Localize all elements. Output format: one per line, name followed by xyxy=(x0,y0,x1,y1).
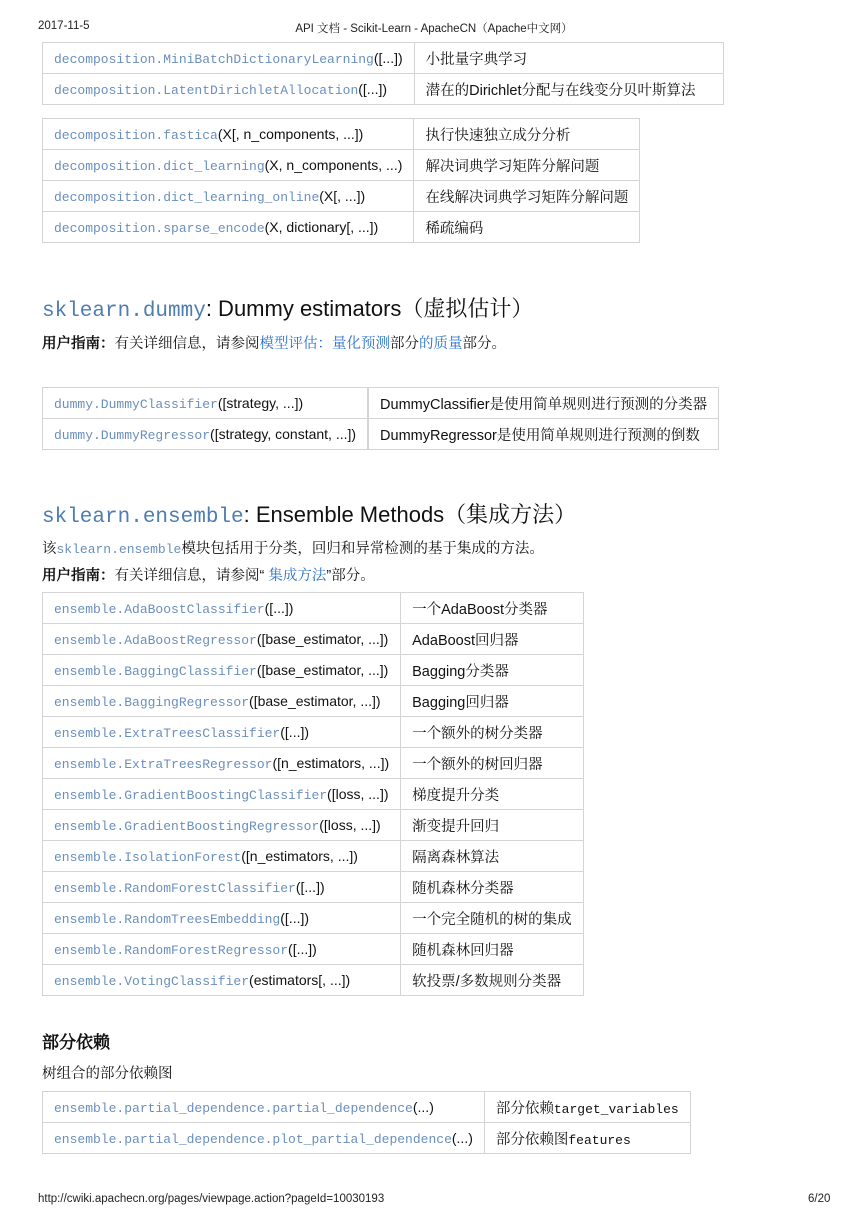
header-date: 2017-11-5 xyxy=(38,20,90,32)
dummy-user-guide xyxy=(42,332,506,353)
table-row xyxy=(43,841,584,872)
api-desc: 小批量字典学习 xyxy=(414,43,723,74)
api-args: (estimators[, ...]) xyxy=(249,971,351,988)
ensemble-inline-code-link[interactable]: sklearn.ensemble xyxy=(56,542,182,557)
api-desc-code: features xyxy=(568,1132,631,1148)
decomposition-table-1 xyxy=(42,42,724,105)
api-link[interactable]: ensemble.AdaBoostRegressor xyxy=(54,632,257,648)
api-desc: 一个额外的树分类器 xyxy=(401,717,584,748)
api-args: (X, n_components, ...) xyxy=(264,156,403,173)
api-desc: 软投票/多数规则分类器 xyxy=(401,965,584,996)
api-desc: 渐变提升回归 xyxy=(401,810,584,841)
api-args: (...) xyxy=(451,1129,473,1146)
api-args: ([...]) xyxy=(358,80,388,97)
api-link[interactable]: decomposition.LatentDirichletAllocation xyxy=(54,82,359,98)
api-args: ([...]) xyxy=(280,909,310,926)
api-link[interactable]: decomposition.fastica xyxy=(54,127,218,143)
guide-text: 部分 xyxy=(390,336,419,352)
guide-text: 有关详细信息，请参阅“ xyxy=(114,568,269,584)
api-link[interactable]: ensemble.GradientBoostingClassifier xyxy=(54,787,328,803)
api-desc-cell xyxy=(484,1092,690,1123)
partial-table xyxy=(42,1091,691,1154)
api-args: (X, dictionary[, ...]) xyxy=(264,218,379,235)
api-desc-code: target_variables xyxy=(553,1101,679,1117)
api-link[interactable]: decomposition.dict_learning_online xyxy=(54,189,320,205)
api-link[interactable]: ensemble.ExtraTreesRegressor xyxy=(54,756,273,772)
ensemble-user-guide xyxy=(42,564,375,585)
dummy-module-link[interactable]: sklearn.dummy xyxy=(42,300,206,323)
table-row xyxy=(43,903,584,934)
api-link[interactable]: ensemble.BaggingClassifier xyxy=(54,663,257,679)
dummy-title-text: : Dummy estimators（虚拟估计） xyxy=(205,296,534,321)
table-row xyxy=(43,686,584,717)
api-desc: 一个完全随机的树的集成 xyxy=(401,903,584,934)
table-row xyxy=(43,74,724,105)
guide-text: 部分。 xyxy=(462,336,506,352)
api-link[interactable]: ensemble.IsolationForest xyxy=(54,849,242,865)
dummy-table xyxy=(42,387,719,450)
header-title: API 文档 - Scikit-Learn - ApacheCN（Apache中文网） xyxy=(295,23,573,35)
api-args: ([loss, ...]) xyxy=(327,785,389,802)
ensemble-title-text: : Ensemble Methods（集成方法） xyxy=(243,502,577,527)
table-row xyxy=(43,181,640,212)
ensemble-intro xyxy=(42,537,544,558)
api-link[interactable]: decomposition.MiniBatchDictionaryLearning xyxy=(54,51,374,67)
api-desc: 部分依赖图 xyxy=(495,1131,569,1148)
footer-url: http://cwiki.apachecn.org/pages/viewpage.action?pageId=10030193 xyxy=(38,1193,385,1205)
api-link[interactable]: ensemble.BaggingRegressor xyxy=(54,694,250,710)
api-link[interactable]: dummy.DummyRegressor xyxy=(54,427,211,443)
api-args: ([...]) xyxy=(264,599,294,616)
api-link[interactable]: decomposition.sparse_encode xyxy=(54,220,265,236)
api-desc-cell xyxy=(484,1123,690,1154)
api-args: ([base_estimator, ...]) xyxy=(256,630,389,647)
api-args: ([...]) xyxy=(280,723,310,740)
api-desc: 稀疏编码 xyxy=(414,212,640,243)
table-row xyxy=(43,810,584,841)
api-desc: 潜在的Dirichlet分配与在线变分贝叶斯算法 xyxy=(414,74,723,105)
api-args: ([strategy, constant, ...]) xyxy=(210,425,357,442)
api-args: ([n_estimators, ...]) xyxy=(241,847,358,864)
table-row xyxy=(43,419,719,450)
ensemble-section-title xyxy=(42,498,576,529)
api-args: ([...]) xyxy=(373,49,403,66)
api-args: ([...]) xyxy=(295,878,325,895)
table-row xyxy=(43,1123,691,1154)
table-row xyxy=(43,1092,691,1123)
api-args: ([loss, ...]) xyxy=(319,816,381,833)
api-desc: 一个额外的树回归器 xyxy=(401,748,584,779)
api-desc: 解决词典学习矩阵分解问题 xyxy=(414,150,640,181)
api-args: (X[, n_components, ...]) xyxy=(217,125,364,142)
api-desc: 随机森林回归器 xyxy=(401,934,584,965)
api-desc: AdaBoost回归器 xyxy=(401,624,584,655)
api-args: ([base_estimator, ...]) xyxy=(256,661,389,678)
api-desc: DummyClassifier是使用简单规则进行预测的分类器 xyxy=(368,388,719,419)
table-row xyxy=(43,872,584,903)
table-row xyxy=(43,717,584,748)
api-link[interactable]: dummy.DummyClassifier xyxy=(54,396,218,412)
api-desc: 梯度提升分类 xyxy=(401,779,584,810)
table-row xyxy=(43,43,724,74)
api-desc: Bagging回归器 xyxy=(401,686,584,717)
table-row xyxy=(43,624,584,655)
guide-text: ”部分。 xyxy=(326,568,375,584)
api-args: ([n_estimators, ...]) xyxy=(272,754,390,771)
api-args: ([base_estimator, ...]) xyxy=(249,692,381,709)
api-desc: 一个AdaBoost分类器 xyxy=(401,593,584,624)
api-desc: 执行快速独立成分分析 xyxy=(414,119,640,150)
table-row xyxy=(43,212,640,243)
api-link[interactable]: ensemble.AdaBoostClassifier xyxy=(54,601,265,617)
table-row xyxy=(43,150,640,181)
guide-link-model-eval[interactable]: 模型评估：量化预测 xyxy=(259,336,390,352)
api-desc: 部分依赖 xyxy=(495,1100,554,1117)
api-link[interactable]: ensemble.VotingClassifier xyxy=(54,973,250,989)
guide-label: 用户指南： xyxy=(42,336,115,352)
table-row xyxy=(43,388,719,419)
api-link[interactable]: ensemble.partial_dependence.partial_dependence xyxy=(54,1100,413,1116)
api-args: ([...]) xyxy=(288,940,317,957)
table-row xyxy=(43,934,584,965)
guide-link-quality[interactable]: 的质量 xyxy=(419,336,463,352)
table-row xyxy=(43,748,584,779)
api-link[interactable]: decomposition.dict_learning xyxy=(54,158,265,174)
api-link[interactable]: ensemble.RandomTreesEmbedding xyxy=(54,911,281,927)
api-link[interactable]: ensemble.RandomForestClassifier xyxy=(54,880,296,896)
partial-subtitle: 树组合的部分依赖图 xyxy=(42,1066,173,1082)
table-row xyxy=(43,593,584,624)
dummy-section-title xyxy=(42,292,533,323)
guide-text: 有关详细信息，请参阅 xyxy=(114,336,260,352)
guide-label: 用户指南： xyxy=(42,568,115,584)
api-desc: Bagging分类器 xyxy=(401,655,584,686)
table-row xyxy=(43,655,584,686)
ensemble-module-link[interactable]: sklearn.ensemble xyxy=(42,506,244,529)
api-desc: 隔离森林算法 xyxy=(401,841,584,872)
api-link[interactable]: ensemble.ExtraTreesClassifier xyxy=(54,725,281,741)
decomposition-table-2 xyxy=(42,118,640,243)
guide-link-ensemble[interactable]: 集成方法 xyxy=(268,568,327,584)
api-args: (...) xyxy=(412,1098,434,1115)
intro-text: 模块包括用于分类，回归和异常检测的基于集成的方法。 xyxy=(181,541,544,557)
api-desc: 随机森林分类器 xyxy=(401,872,584,903)
api-link[interactable]: ensemble.RandomForestRegressor xyxy=(54,942,289,958)
api-desc: 在线解决词典学习矩阵分解问题 xyxy=(414,181,640,212)
intro-text: 该 xyxy=(42,541,57,557)
api-args: (X[, ...]) xyxy=(319,187,366,204)
partial-heading: 部分依赖 xyxy=(42,1033,110,1052)
table-row xyxy=(43,965,584,996)
table-row xyxy=(43,779,584,810)
api-args: ([strategy, ...]) xyxy=(217,394,304,411)
api-link[interactable]: ensemble.GradientBoostingRegressor xyxy=(54,818,320,834)
ensemble-table xyxy=(42,592,584,996)
api-link[interactable]: ensemble.partial_dependence.plot_partial_dependence xyxy=(54,1131,452,1147)
table-row xyxy=(43,119,640,150)
footer-page-number: 6/20 xyxy=(808,1193,831,1205)
api-desc: DummyRegressor是使用简单规则进行预测的倒数 xyxy=(368,419,719,450)
